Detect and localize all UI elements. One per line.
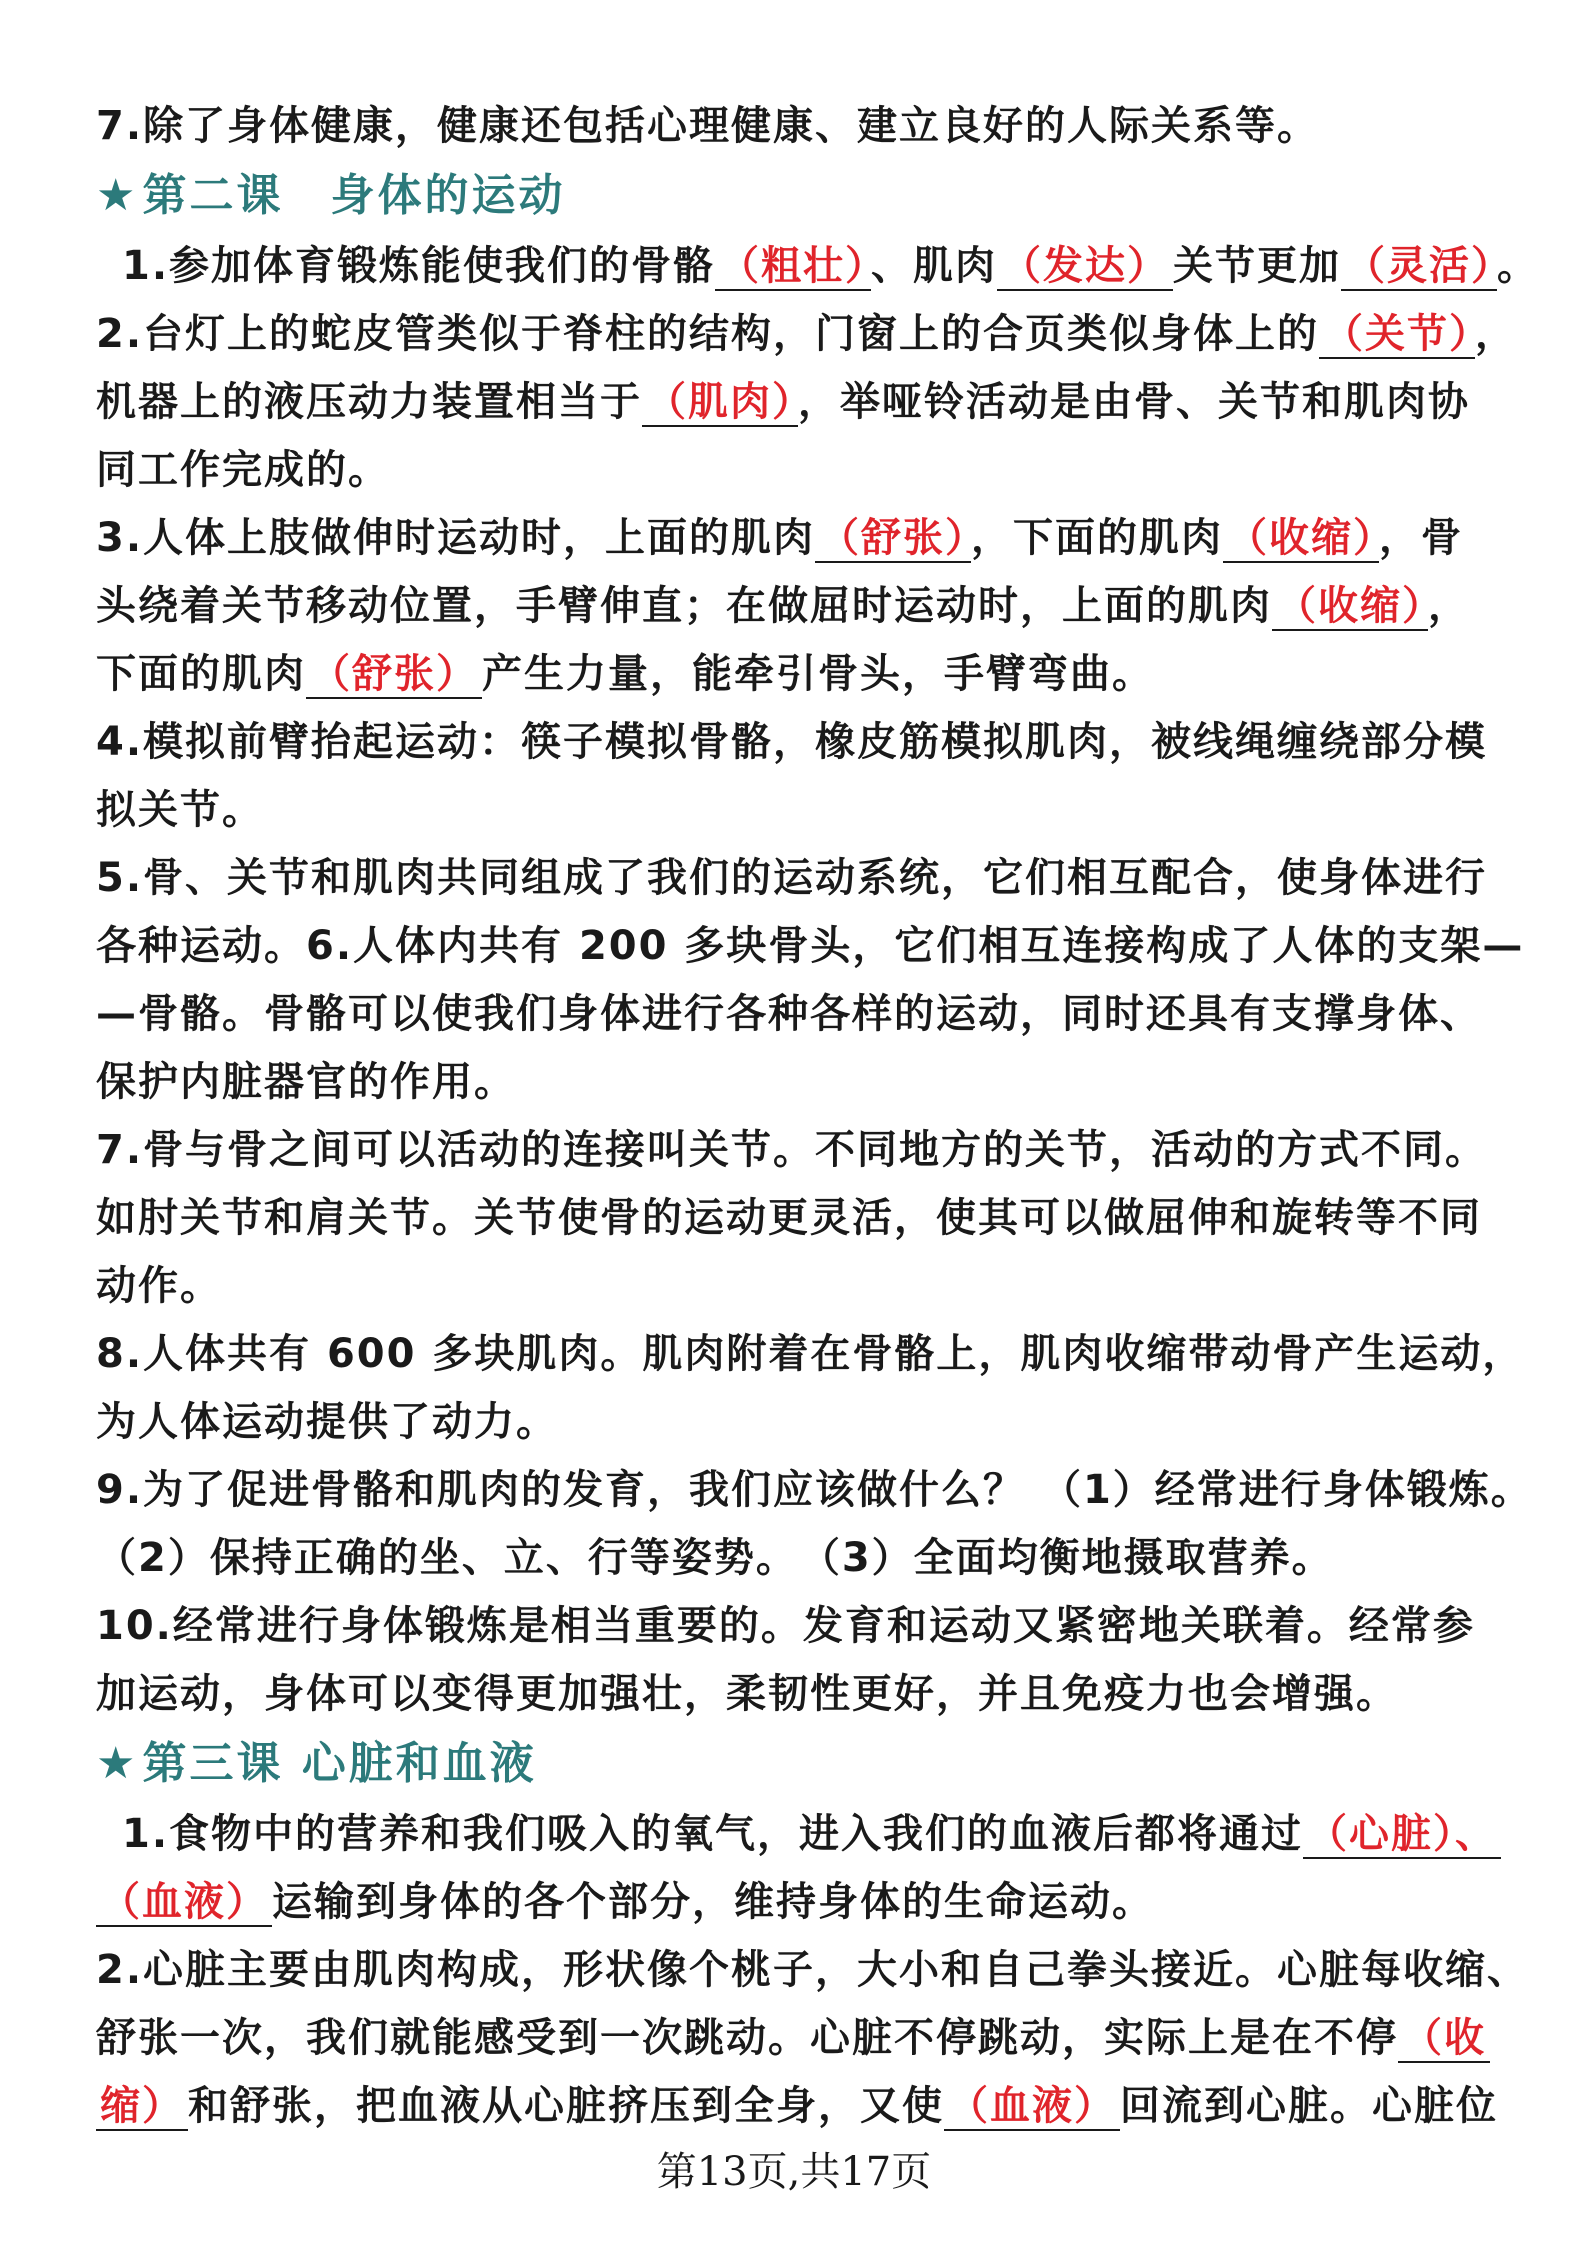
text-line: [96, 844, 1506, 912]
text-segment: 保护内脏器官的作用。: [96, 1059, 516, 1105]
text-line: [96, 368, 1506, 436]
text-line: [96, 232, 1540, 300]
text-line: [96, 912, 1525, 980]
text-line: [96, 1252, 1506, 1320]
answer-blank: （收缩）: [1223, 515, 1379, 563]
text-segment: （2）保持正确的坐、立、行等姿势。 （3）全面均衡地摄取营养。: [96, 1535, 1334, 1581]
answer-blank: （舒张）: [306, 651, 482, 699]
text-segment: 。: [1497, 243, 1540, 289]
text-segment: ，骨: [1379, 515, 1464, 561]
text-segment: 1.食物中的营养和我们吸入的氧气，进入我们的血液后都将通过: [122, 1811, 1304, 1857]
text-line: [96, 1524, 1506, 1592]
document-body: [96, 92, 1540, 2140]
text-segment: 7.除了身体健康，健康还包括心理健康、建立良好的人际关系等。: [96, 103, 1320, 149]
star-icon: ★: [96, 170, 139, 221]
text-line: [96, 640, 1506, 708]
text-segment: 3.人体上肢做伸时运动时，上面的肌肉: [96, 515, 816, 561]
text-segment: 4.模拟前臂抬起运动：筷子模拟骨骼，橡皮筋模拟肌肉，被线绳缠绕部分模: [96, 719, 1488, 765]
text-line: [96, 1184, 1506, 1252]
text-line: [96, 2072, 1506, 2140]
answer-blank: （收: [1398, 2015, 1490, 2063]
text-segment: 1.参加体育锻炼能使我们的骨骼: [122, 243, 716, 289]
answer-blank: （舒张）: [815, 515, 971, 563]
text-segment: ，: [1428, 583, 1470, 629]
text-segment: 回流到心脏。心脏位: [1120, 2083, 1498, 2129]
text-line: [96, 504, 1506, 572]
answer-blank: （心脏）、: [1303, 1811, 1501, 1859]
text-line: [96, 1660, 1506, 1728]
answer-blank: （收缩）: [1272, 583, 1428, 631]
answer-blank: （关节）: [1319, 311, 1475, 359]
text-segment: 机器上的液压动力装置相当于: [96, 379, 642, 425]
text-line: [96, 300, 1518, 368]
text-line: [96, 436, 1506, 504]
text-segment: 关节更加: [1173, 243, 1342, 289]
text-line: [96, 1320, 1525, 1388]
text-line: [96, 1048, 1506, 1116]
text-segment: 10.经常进行身体锻炼是相当重要的。发育和运动又紧密地关联着。经常参: [96, 1603, 1475, 1649]
text-line: [96, 980, 1506, 1048]
text-segment: 如肘关节和肩关节。关节使骨的运动更灵活，使其可以做屈伸和旋转等不同: [96, 1195, 1482, 1241]
text-line: [96, 1116, 1506, 1184]
text-segment: 加运动，身体可以变得更加强壮，柔韧性更好，并且免疫力也会增强。: [96, 1671, 1398, 1717]
text-line: [96, 572, 1506, 640]
text-segment: 舒张一次，我们就能感受到一次跳动。心脏不停跳动，实际上是在不停: [96, 2015, 1398, 2061]
text-line: [96, 1592, 1506, 1660]
text-line: [96, 1800, 1506, 1868]
text-segment: 第二课 身体的运动: [142, 170, 566, 221]
section-heading: [96, 160, 1506, 232]
text-segment: 、肌肉: [871, 243, 998, 289]
text-segment: 和舒张，把血液从心脏挤压到全身，又使: [188, 2083, 944, 2129]
text-line: [96, 1936, 1530, 2004]
text-segment: 7.骨与骨之间可以活动的连接叫关节。不同地方的关节，活动的方式不同。: [96, 1127, 1488, 1173]
text-segment: 第三课 心脏和血液: [142, 1738, 537, 1789]
answer-blank: 缩）: [96, 2083, 188, 2131]
text-segment: 5.骨、关节和肌肉共同组成了我们的运动系统，它们相互配合，使身体进行: [96, 855, 1488, 901]
text-segment: 运输到身体的各个部分，维持身体的生命运动。: [272, 1879, 1154, 1925]
text-line: [96, 2004, 1506, 2072]
text-segment: 动作。: [96, 1263, 222, 1309]
text-segment: 9.为了促进骨骼和肌肉的发育，我们应该做什么？ （1）经常进行身体锻炼。: [96, 1467, 1533, 1513]
text-line: [96, 1868, 1506, 1936]
text-segment: 各种运动。6.人体内共有 200 多块骨头，它们相互连接构成了人体的支架—: [96, 923, 1525, 969]
star-icon: ★: [96, 1738, 139, 1789]
text-segment: 产生力量，能牵引骨头，手臂弯曲。: [482, 651, 1154, 697]
answer-blank: （血液）: [96, 1879, 272, 1927]
text-segment: 8.人体共有 600 多块肌肉。肌肉附着在骨骼上，肌肉收缩带动骨产生运动，: [96, 1331, 1525, 1377]
section-heading: [96, 1728, 1506, 1800]
text-line: [96, 708, 1506, 776]
text-segment: 同工作完成的。: [96, 447, 390, 493]
page-footer: 第13页,共17页: [656, 2149, 932, 2195]
text-segment: 头绕着关节移动位置，手臂伸直；在做屈时运动时，上面的肌肉: [96, 583, 1272, 629]
answer-blank: （血液）: [944, 2083, 1120, 2131]
answer-blank: （灵活）: [1341, 243, 1497, 291]
text-segment: ，举哑铃活动是由骨、关节和肌肉协: [798, 379, 1470, 425]
text-segment: ，下面的肌肉: [971, 515, 1224, 561]
answer-blank: （粗壮）: [715, 243, 871, 291]
answer-blank: （发达）: [997, 243, 1173, 291]
text-line: [96, 1456, 1533, 1524]
text-segment: 2.台灯上的蛇皮管类似于脊柱的结构，门窗上的合页类似身体上的: [96, 311, 1320, 357]
text-segment: 拟关节。: [96, 787, 264, 833]
text-segment: 2.心脏主要由肌肉构成，形状像个桃子，大小和自己拳头接近。心脏每收缩、: [96, 1947, 1530, 1993]
text-line: [96, 92, 1506, 160]
text-line: [96, 1388, 1506, 1456]
text-segment: —骨骼。骨骼可以使我们身体进行各种各样的运动，同时还具有支撑身体、: [96, 991, 1482, 1037]
text-segment: ，: [1475, 311, 1518, 357]
text-line: [96, 776, 1506, 844]
answer-blank: （肌肉）: [642, 379, 798, 427]
text-segment: 为人体运动提供了动力。: [96, 1399, 558, 1445]
text-segment: 下面的肌肉: [96, 651, 306, 697]
